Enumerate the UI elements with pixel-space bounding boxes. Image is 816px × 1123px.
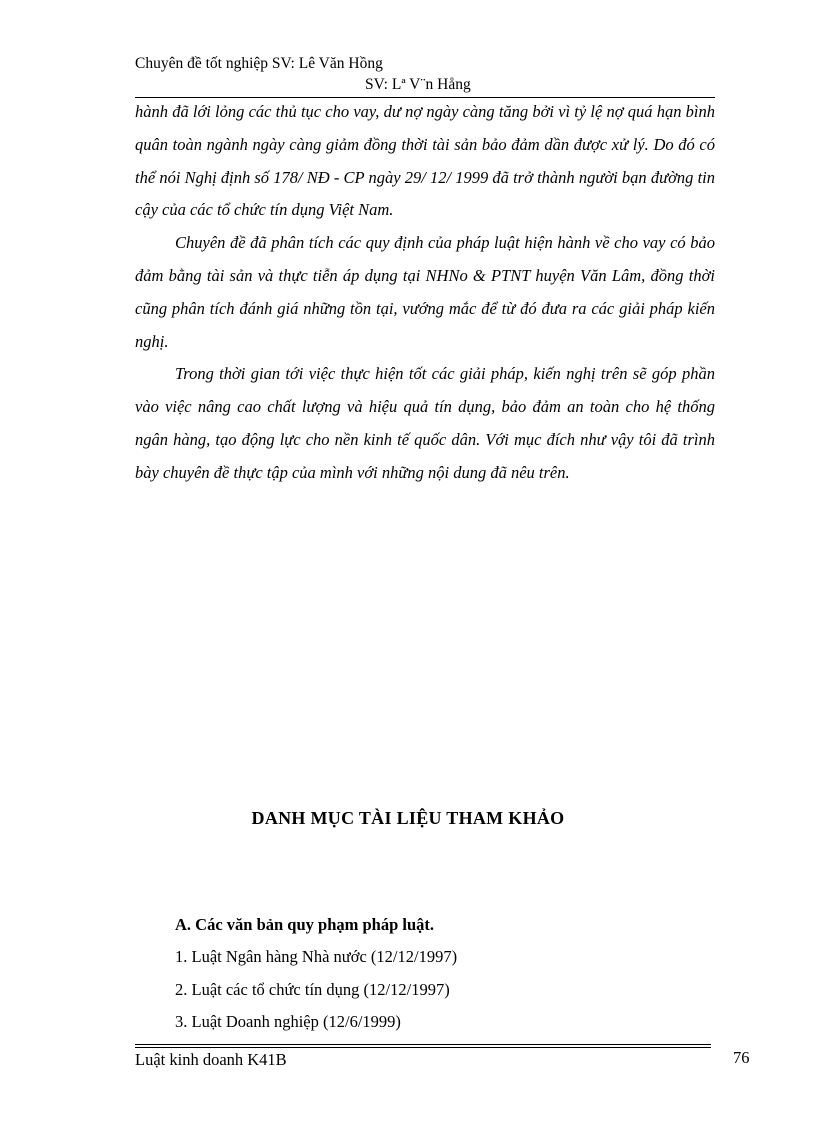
reference-item: 2. Luật các tổ chức tín dụng (12/12/1997) xyxy=(175,979,450,999)
header-line-2: SV: Lª V¨n Hång xyxy=(365,76,471,93)
paragraph-continuation: hành đã lới lỏng các thủ tục cho vay, dư nợ ngày càng tăng bởi vì tỷ lệ nợ quá hạn bình quân toàn ngành ngày càng giảm đồng thời tài sản bảo đảm dần được xử lý. Do đó có thể nói Nghị định số 178/ NĐ - CP ngày 29/ 12/ 1999 đã trở thành người bạn đường tin cậy của các tổ chức tín dụng Việt Nam. xyxy=(135,102,715,220)
references-list xyxy=(175,945,457,1043)
page-number: 76 xyxy=(733,1048,750,1067)
references-title: DANH MỤC TÀI LIỆU THAM KHẢO xyxy=(251,808,565,828)
paragraph-conclusion: Trong thời gian tới việc thực hiện tốt các giải pháp, kiến nghị trên sẽ góp phần vào việc nâng cao chất lượng và hiệu quả tín dụng, bảo đảm an toàn cho hệ thống ngân hàng, tạo động lực cho nền kinh tế quốc dân. Với mục đích như vậy tôi đã trình bày chuyên đề thực tập của mình với những nội dung đã nêu trên. xyxy=(135,364,715,482)
header-line-1: Chuyên đề tốt nghiệp SV: Lê Văn Hồng xyxy=(135,55,383,72)
references-section-a: A. Các văn bản quy phạm pháp luật. xyxy=(175,915,435,934)
footer-divider xyxy=(135,1044,711,1048)
reference-item: 3. Luật Doanh nghiệp (12/6/1999) xyxy=(175,1012,401,1031)
footer-course: Luật kinh doanh K41B xyxy=(135,1050,287,1069)
reference-item: 1. Luật Ngân hàng Nhà nước (12/12/1997) xyxy=(175,947,458,966)
paragraph-analysis: Chuyên đề đã phân tích các quy định của pháp luật hiện hành về cho vay có bảo đảm bằng tài sản và thực tiễn áp dụng tại NHNo & PTNT huyện Văn Lâm, đồng thời cũng phân tích đánh giá những tồn tại, vướng mắc để từ đó đưa ra các giải pháp kiến nghị. xyxy=(135,233,715,351)
body-text xyxy=(135,96,715,490)
